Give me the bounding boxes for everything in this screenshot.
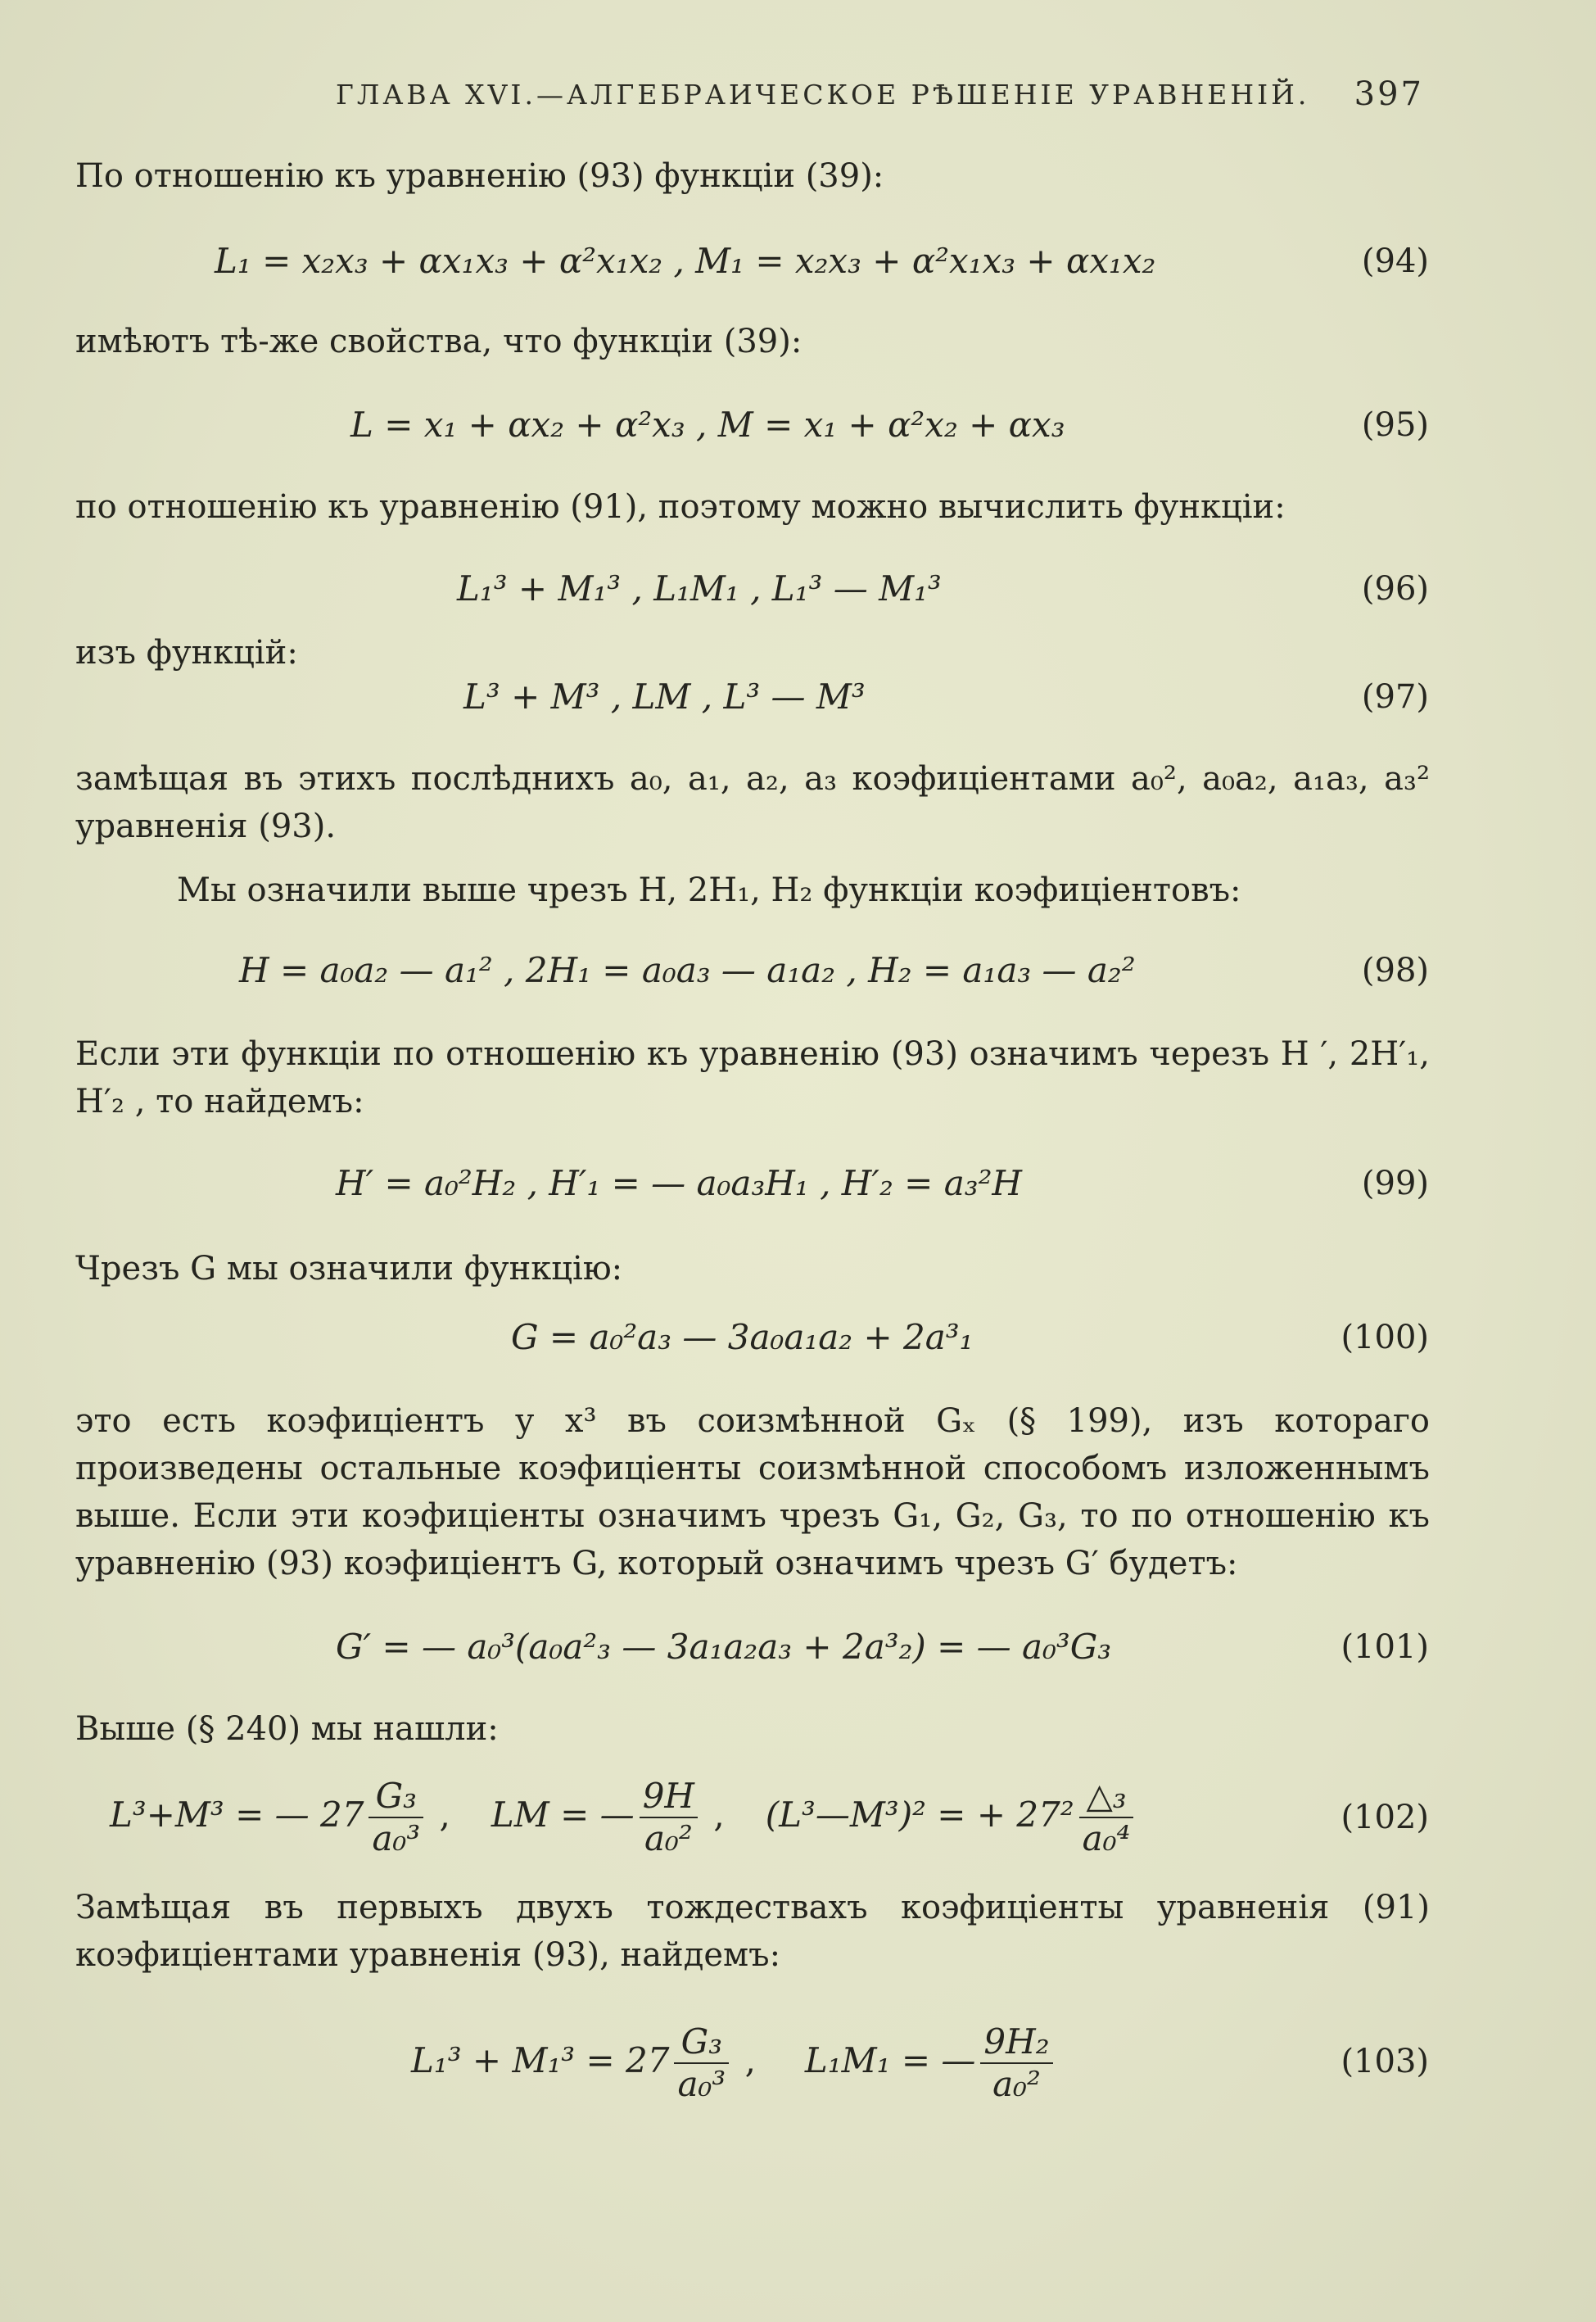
equation-95: L = x₁ + αx₂ + α²x₃ , M = x₁ + α²x₂ + αx₃	[350, 405, 1065, 445]
equation-94: L₁ = x₂x₃ + αx₁x₃ + α²x₁x₂ , M₁ = x₂x₃ + α²x₁x₃ + αx₁x₂	[215, 241, 1156, 281]
running-header: ГЛАВА XVI.—АЛГЕБРАИЧЕСКОЕ РѢШЕНІЕ УРАВНЕНІЙ.	[336, 79, 1310, 111]
eq102-fraction-2	[640, 1777, 698, 1858]
paragraph-8: Чрезъ G мы означили функцію:	[75, 1250, 623, 1288]
equation-number-100: (100)	[1341, 1319, 1429, 1356]
equation-number-101: (101)	[1341, 1628, 1429, 1666]
page-number: 397	[1354, 75, 1424, 113]
equation-103	[411, 2023, 1058, 2103]
eq103-part2-lhs: L₁M₁ = —	[804, 2040, 976, 2081]
eq103-fraction-1-numerator: G₃	[674, 2023, 729, 2064]
eq102-fraction-1-denominator: a₀³	[372, 1818, 421, 1859]
equation-number-96: (96)	[1361, 570, 1429, 608]
equation-99: H′ = a₀²H₂ , H′₁ = — a₀a₃H₁ , H′₂ = a₃²H	[336, 1163, 1023, 1203]
equation-number-95: (95)	[1361, 406, 1429, 444]
eq102-part2-lhs: LM = —	[491, 1795, 635, 1835]
equation-number-99: (99)	[1361, 1165, 1429, 1202]
equation-98: H = a₀a₂ — a₁² , 2H₁ = a₀a₃ — a₁a₂ , H₂ = a₁a₃ — a₂²	[239, 950, 1136, 990]
eq102-fraction-3	[1079, 1777, 1134, 1858]
paragraph-11: Замѣщая въ первыхъ двухъ тождествахъ коэфиціенты уравненія (91) коэфиціентами уравненія (93), найдемъ:	[75, 1889, 1430, 1974]
eq102-fraction-3-numerator: △₃	[1079, 1777, 1134, 1818]
equation-number-98: (98)	[1361, 952, 1429, 989]
eq102-fraction-3-denominator: a₀⁴	[1082, 1818, 1131, 1859]
eq103-fraction-1-denominator: a₀³	[677, 2064, 726, 2105]
equation-number-94: (94)	[1361, 242, 1429, 280]
equation-101: G′ = — a₀³(a₀a²₃ — 3a₁a₂a₃ + 2a³₂) = — a₀³G₃	[336, 1627, 1112, 1667]
eq103-fraction-2-denominator: a₀²	[992, 2064, 1041, 2105]
eq103-fraction-2	[980, 2023, 1052, 2103]
equation-102	[110, 1777, 1138, 1858]
paragraph-1: По отношенію къ уравненію (93) функціи (39):	[75, 157, 884, 195]
equation-number-103: (103)	[1341, 2043, 1429, 2080]
equation-number-102: (102)	[1341, 1799, 1429, 1836]
eq103-part1-lhs: L₁³ + M₁³ = 27	[411, 2040, 670, 2081]
paragraph-6: Мы означили выше чрезъ H, 2H₁, H₂ функціи коэфиціентовъ:	[177, 871, 1241, 909]
eq102-separator-2: ,	[713, 1795, 725, 1835]
eq102-fraction-1-numerator: G₃	[368, 1777, 423, 1818]
equation-100: G = a₀²a₃ — 3a₀a₁a₂ + 2a³₁	[511, 1317, 974, 1357]
paragraph-7: Если эти функціи по отношенію къ уравненію (93) означимъ черезъ H ′, 2H′₁, H′₂ , то найдемъ:	[75, 1035, 1430, 1120]
paragraph-2: имѣютъ тѣ-же свойства, что функціи (39):	[75, 323, 803, 360]
paragraph-9: это есть коэфиціентъ у x³ въ соизмѣнной Gₓ (§ 199), изъ котораго произведены остальные коэфиціенты соизмѣнной способомъ изложеннымъ выше. Если эти коэфиціенты означимъ чрезъ G₁, G₂, G₃, то по отношенію къ уравненію (93) коэфиціентъ G, который означимъ чрезъ G′ будетъ:	[75, 1402, 1430, 1582]
eq102-fraction-2-numerator: 9H	[640, 1777, 698, 1818]
equation-number-97: (97)	[1361, 678, 1429, 716]
paragraph-5: замѣщая въ этихъ послѣднихъ a₀, a₁, a₂, a₃ коэфиціентами a₀², a₀a₂, a₁a₃, a₃² уравненія (93).	[75, 760, 1430, 845]
paragraph-4: изъ функцій:	[75, 634, 298, 672]
eq102-fraction-2-denominator: a₀²	[644, 1818, 693, 1859]
eq103-fraction-2-numerator: 9H₂	[980, 2023, 1052, 2064]
equation-97: L³ + M³ , LM , L³ — M³	[463, 677, 866, 717]
eq103-fraction-1	[674, 2023, 729, 2103]
eq102-separator-1: ,	[439, 1795, 450, 1835]
eq102-part3-lhs: (L³—M³)² = + 27²	[765, 1795, 1074, 1835]
paragraph-10: Выше (§ 240) мы нашли:	[75, 1710, 499, 1748]
equation-96: L₁³ + M₁³ , L₁M₁ , L₁³ — M₁³	[457, 568, 942, 609]
paragraph-3: по отношенію къ уравненію (91), поэтому можно вычислить функціи:	[75, 488, 1286, 526]
eq103-separator-1: ,	[744, 2040, 756, 2081]
eq102-part1-lhs: L³+M³ = — 27	[110, 1795, 364, 1835]
eq102-fraction-1	[368, 1777, 423, 1858]
